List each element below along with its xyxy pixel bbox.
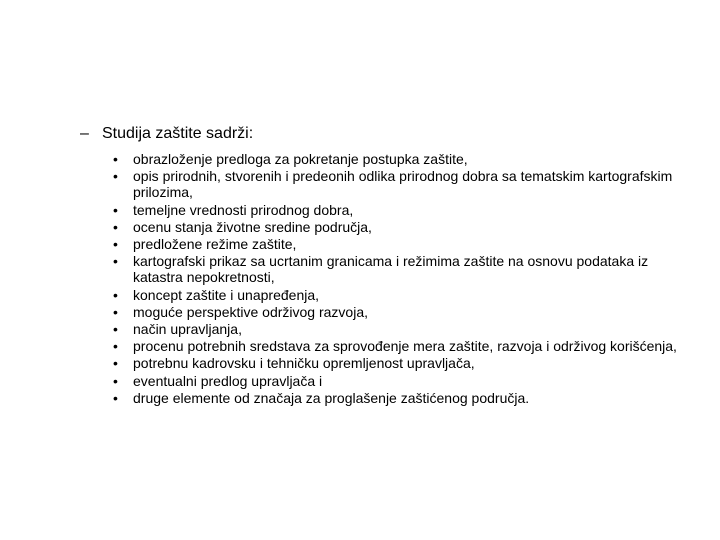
list-item [113, 321, 693, 337]
list-item-text: druge elemente od značaja za proglašenje zaštićenog područja. [133, 389, 530, 406]
list-item-text: obrazloženje predloga za pokretanje postupka zaštite, [133, 151, 468, 167]
bullet-icon: • [113, 321, 118, 338]
bullet-icon: • [113, 201, 118, 218]
bullet-icon: • [113, 389, 118, 406]
list-item [113, 253, 693, 285]
heading-dash: – [80, 125, 89, 142]
list-item [113, 219, 693, 235]
list-item [113, 304, 693, 320]
heading-text: Studija zaštite sadrži: [102, 125, 254, 142]
section-heading [80, 124, 253, 144]
list-item [113, 168, 693, 200]
list-item [113, 373, 693, 389]
bullet-icon: • [113, 151, 118, 167]
list-item [113, 355, 693, 371]
list-item-text: eventualni predlog upravljača i [133, 372, 323, 389]
list-item [113, 236, 693, 252]
list-item-text: procenu potrebnih sredstava za sprovođenje mera zaštite, razvoja i održivog korišćenja, [133, 338, 677, 355]
list-item [113, 338, 693, 354]
bullet-icon: • [113, 338, 118, 355]
bullet-icon: • [113, 253, 118, 270]
content-bullet-list [113, 151, 693, 407]
list-item-text: opis prirodnih, stvorenih i predeonih odlika prirodnog dobra sa tematskim kartografskim prilozima, [133, 168, 673, 201]
list-item-text: predložene režime zaštite, [133, 236, 297, 253]
list-item-text: temeljne vrednosti prirodnog dobra, [133, 201, 354, 218]
list-item-text: ocenu stanja životne sredine područja, [133, 218, 372, 235]
list-item-text: način upravljanja, [133, 321, 242, 338]
list-item [113, 202, 693, 218]
list-item [113, 390, 693, 406]
bullet-icon: • [113, 355, 118, 372]
list-item-text: moguće perspektive održivog razvoja, [133, 303, 369, 320]
bullet-icon: • [113, 372, 118, 389]
bullet-icon: • [113, 168, 118, 185]
bullet-icon: • [113, 236, 118, 253]
list-item-text: koncept zaštite i unapređenja, [133, 286, 320, 303]
list-item [113, 151, 693, 167]
bullet-icon: • [113, 218, 118, 235]
list-item-text: potrebnu kadrovsku i tehničku opremljenost upravljača, [133, 355, 475, 372]
list-item-text: kartografski prikaz sa ucrtanim granicama i režimima zaštite na osnovu podataka iz katastra nepokretnosti, [133, 253, 649, 286]
list-item [113, 287, 693, 303]
bullet-icon: • [113, 303, 118, 320]
bullet-icon: • [113, 286, 118, 303]
